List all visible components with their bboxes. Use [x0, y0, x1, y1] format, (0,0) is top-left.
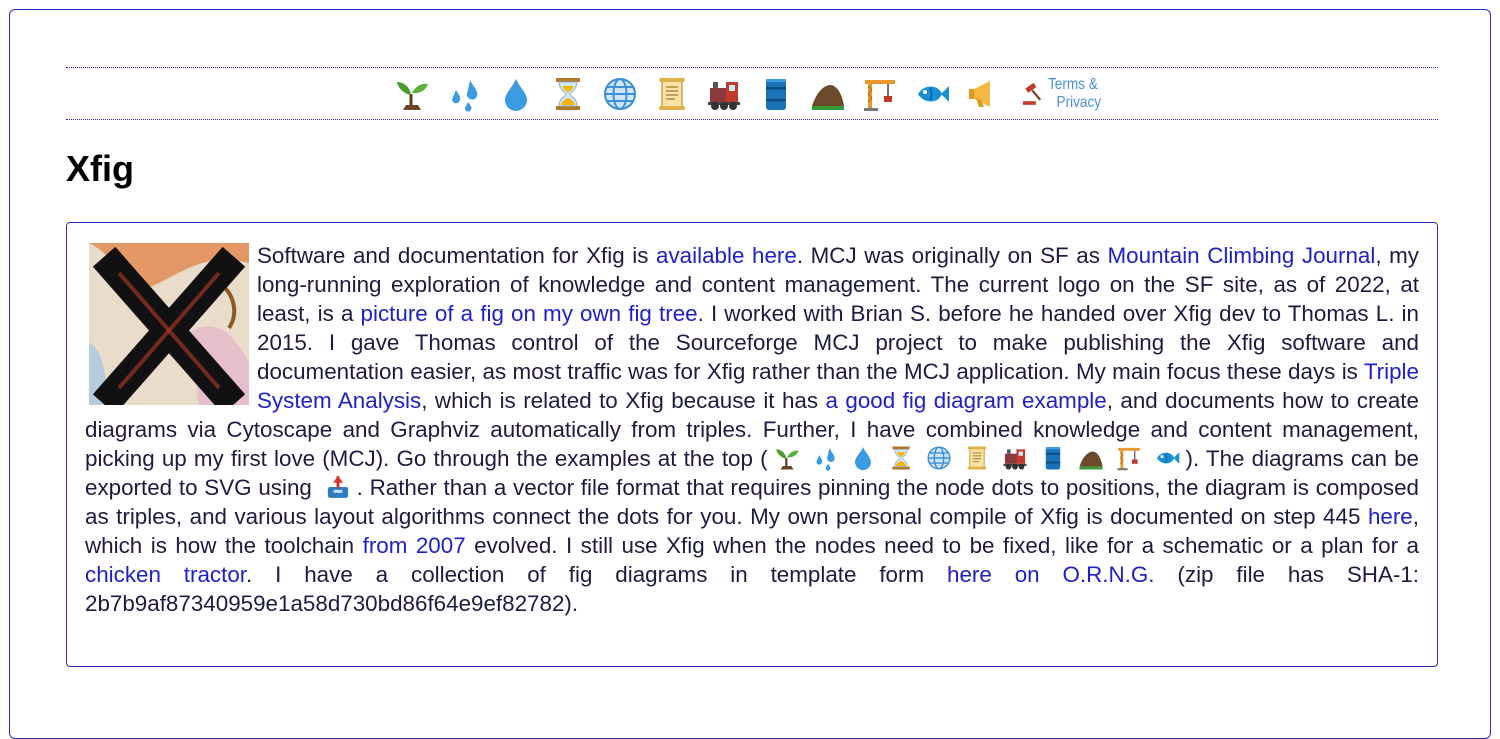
from-2007-link[interactable]: from 2007	[362, 533, 466, 558]
scroll-icon[interactable]	[654, 76, 690, 112]
export-icon[interactable]	[325, 474, 351, 500]
gavel-icon	[1020, 79, 1046, 109]
terms-privacy-link[interactable]	[1020, 76, 1110, 112]
fig-picture-link[interactable]: picture of a fig on my own fig tree	[360, 301, 698, 326]
fig-diagram-example-link[interactable]: a good fig diagram example	[825, 388, 1107, 413]
crane-icon[interactable]	[862, 76, 898, 112]
body-text: evolved. I still use Xfig when the nodes need to be fixed, like for a schematic or a plan for a	[465, 533, 1419, 558]
seedling-icon[interactable]	[774, 445, 800, 471]
triple-system-analysis-link[interactable]: Triple System Analysis	[257, 359, 1419, 413]
scroll-icon[interactable]	[964, 445, 990, 471]
terms-line-1: Terms &	[1047, 75, 1098, 93]
globe-icon[interactable]	[602, 76, 638, 112]
body-text: . MCJ was originally on SF as	[796, 243, 1108, 268]
content-box	[66, 222, 1438, 667]
sweat-droplets-icon[interactable]	[812, 445, 838, 471]
available-here-link[interactable]: available here	[656, 243, 797, 268]
terms-line-2: Privacy	[1056, 93, 1101, 111]
mountain-climbing-journal-link[interactable]: Mountain Climbing Journal	[1107, 243, 1376, 268]
article-paragraph	[85, 241, 1419, 618]
hourglass-icon[interactable]	[888, 445, 914, 471]
mound-icon[interactable]	[810, 76, 846, 112]
fish-icon[interactable]	[1154, 445, 1180, 471]
terms-privacy-label	[1048, 76, 1101, 112]
droplet-icon[interactable]	[850, 445, 876, 471]
hourglass-icon[interactable]	[550, 76, 586, 112]
chicken-tractor-link[interactable]: chicken tractor	[85, 562, 247, 587]
body-text: Software and documentation for Xfig is	[257, 243, 657, 268]
body-text: ). The diagrams can be exported to SVG using	[85, 446, 1419, 500]
icon-nav-bar	[66, 67, 1438, 120]
body-text: . Rather than a vector file format that requires pinning the node dots to positions, the diagram is composed as triples, and various layout algorithms connect the dots for you. My own personal compile of Xfig is documented on step 445	[85, 475, 1419, 529]
oil-drum-icon[interactable]	[1040, 445, 1066, 471]
page-title: Xfig	[66, 148, 134, 189]
droplet-icon[interactable]	[498, 76, 534, 112]
crane-icon[interactable]	[1116, 445, 1142, 471]
body-text: . I have a collection of fig diagrams in template form	[246, 562, 947, 587]
fish-icon[interactable]	[914, 76, 950, 112]
seedling-icon[interactable]	[394, 76, 430, 112]
megaphone-icon[interactable]	[966, 76, 1002, 112]
orng-templates-link[interactable]: here on O.R.N.G.	[947, 562, 1155, 587]
body-text: . I worked with Brian S. before he handed over Xfig dev to Thomas L. in 2015. I gave Thomas control of the Sourceforge MCJ project to make publishing the Xfig software and documentation easier, as most traffic was for Xfig rather than the MCJ application. My main focus these days is	[257, 301, 1419, 384]
body-text: (zip file has SHA-1: 2b7b9af87340959e1a58d730bd86f64e9ef82782).	[85, 562, 1420, 616]
xfig-logo-image	[89, 243, 249, 405]
train-icon[interactable]	[1002, 445, 1028, 471]
oil-drum-icon[interactable]	[758, 76, 794, 112]
train-icon[interactable]	[706, 76, 742, 112]
body-text: , and documents how to create diagrams via Cytoscape and Graphviz automatically from triples. Further, I have combined knowledge and content management, picking up my first love (MCJ). Go through the examples at the top (	[85, 388, 1419, 471]
step-445-here-link[interactable]: here	[1367, 504, 1413, 529]
globe-icon[interactable]	[926, 445, 952, 471]
body-text: , which is related to Xfig because it has	[421, 388, 826, 413]
body-text: , which is how the toolchain	[85, 504, 1419, 558]
sweat-droplets-icon[interactable]	[446, 76, 482, 112]
body-text: , my long-running exploration of knowledge and content management. The current logo on the SF site, as of 2022, at least, is a	[257, 243, 1419, 326]
mound-icon[interactable]	[1078, 445, 1104, 471]
